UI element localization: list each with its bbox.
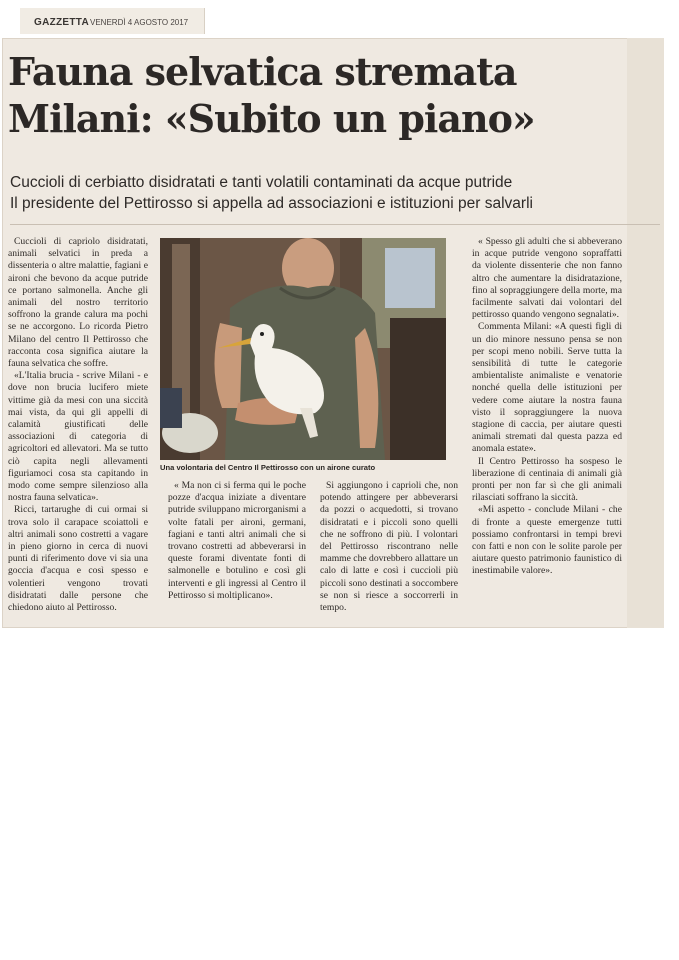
photo-caption: Una volontaria del Centro Il Pettirosso con un airone curato <box>160 463 376 472</box>
newspaper-name: GAZZETTA <box>34 17 89 28</box>
issue-date: VENERDÌ 4 AGOSTO 2017 <box>90 18 189 27</box>
paragraph: « Ma non ci si ferma qui le poche pozze d'acqua iniziate a diventare putride sviluppano microrganismi a volte fatali per aironi, germani, fagiani e tanti altri animali che si trovano costretti ad abbeverarsi in queste forami diventate fonti di salmonelle e botulino e così gli interventi e gli ingressi al Centro il Pettirosso si moltiplicano». <box>168 480 306 601</box>
subhead-line-2: Il presidente del Pettirosso si appella ad associazioni e istituzioni per salvarli <box>10 195 533 212</box>
paragraph: « Spesso gli adulti che si abbeverano in acque putride vengono sopraffatti da violente dissenterie che non fanno altro che aumentare la disidratazione, fino al sopraggiungere della morte, ma facilmente salvati dai volontari del pettirosso quando vengono segnalati». <box>472 236 622 321</box>
article-column-4 <box>472 236 622 578</box>
adjacent-column-edge <box>627 38 664 628</box>
article-subheadline <box>10 172 660 214</box>
paragraph: Ricci, tartarughe di cui ormai si trova solo il carapace scoiattoli e altri animali sono costretti a vagare in pieno giorno in cerca di nuovi punti di riferimento dove vi sia una goccia d'acqua e così spesso e volentieri vengono trovati disidratati dalle persone che chiedono aiuto al Pettirosso. <box>8 504 148 614</box>
headline-line-2: Milani: «Subito un piano» <box>8 96 535 141</box>
headline-line-1: Fauna selvatica stremata <box>8 49 517 94</box>
article-photo <box>160 238 446 460</box>
photo-volunteer-with-heron <box>160 238 446 460</box>
paragraph: Il Centro Pettirosso ha sospeso le liberazione di centinaia di animali già pronti per non far sì che gli animali rilasciati soffrano la siccità. <box>472 455 622 504</box>
paragraph: «L'Italia brucia - scrive Milani - e dove non brucia lucifero miete vittime già da mesi con una siccità mai vista, da qui gli appelli di calamità giustificati delle associazioni di categoria di agricoltori ed allevatori. Ma se tutto ciò capita negli allevamenti figuriamoci cosa sta capitando in modo come sempre silenzioso alla nostra fauna selvatica». <box>8 370 148 504</box>
paragraph: Cuccioli di capriolo disidratati, animali selvatici in preda a dissenteria o altre malattie, fagiani e aironi che bevono da acque putride ce portano salmonella. Anche gli animali del nostro territorio soffrono la grande calura ma pochi se ne accorgono. Lo ricorda Pietro Milano del centro Il Pettirosso che racconta cosa significa aiutare la fauna selvatica che soffre. <box>8 236 148 370</box>
newspaper-masthead <box>20 8 205 34</box>
article-column-1 <box>8 236 148 614</box>
paragraph: «Mi aspetto - conclude Milani - che di fronte a queste emergenze tutti possiamo confrontarsi in tempi brevi con fatti e non con le solite parole per aiutare questo patrimonio faunistico di inestimabile valore». <box>472 504 622 577</box>
paragraph: Si aggiungono i caprioli che, non potendo attingere per abbeverarsi da pozzi o acquedotti, si trovano disidratati e i piccoli sono quelli che ne soffrono di più. I volontari del Pettirosso riscontrano nelle mamme che dovrebbero allattare un calo di latte e così i cuccioli più piccoli sono destinati a soccombere se non si riesce a soccorrerli in tempo. <box>320 480 458 614</box>
subhead-line-1: Cuccioli di cerbiatto disidratati e tanti volatili contaminati da acque putride <box>10 174 513 191</box>
divider <box>10 224 660 225</box>
newspaper-clipping <box>2 38 664 628</box>
article-headline <box>8 48 608 142</box>
paragraph: Commenta Milani: «A questi figli di un dio minore nessuno pensa se non per scopi meno nobili. Serve tutta la sensibilità di tutte le categorie ambientaliste animaliste e venatorie nonché quella delle istituzioni per vedere come aiutare la nostra fauna visto il sopraggiungere la nuova stagione di caccia, per aiutare questi animali stremati dal questa pazza ed anomala estate». <box>472 321 622 455</box>
article-column-2 <box>168 480 306 602</box>
article-column-3 <box>320 480 458 614</box>
